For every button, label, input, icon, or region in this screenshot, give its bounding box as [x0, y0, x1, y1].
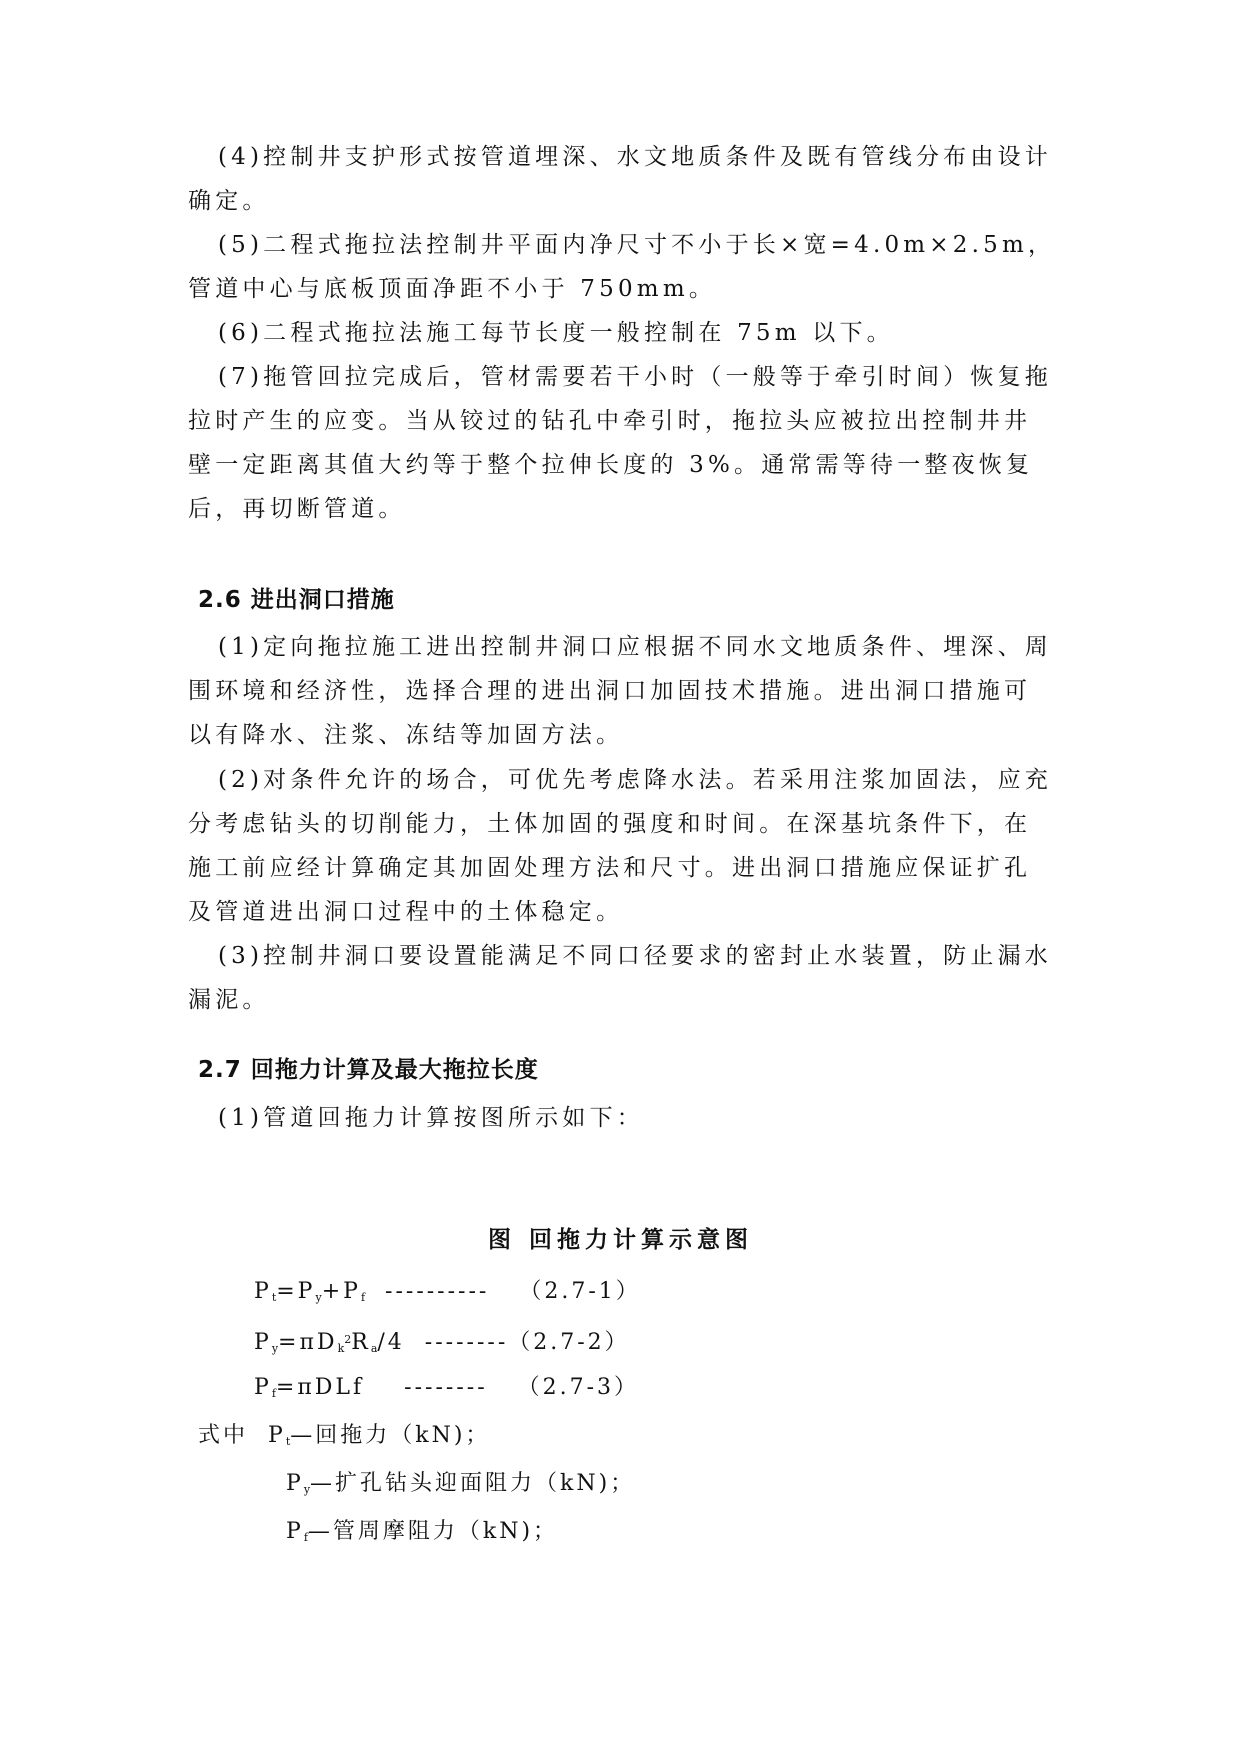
- figure-title: 图 回拖力计算示意图: [487, 1227, 753, 1253]
- equation-number: （2.7-2）: [508, 1330, 630, 1355]
- paragraph-4-text: (4)控制井支护形式按管道埋深、水文地质条件及既有管线分布由设计确定。: [188, 144, 1052, 214]
- section-2-7-paragraph-1: [188, 1096, 1058, 1140]
- equation-2-7-1: $P_t=P_y+P_f$ ---------- （2.7-1）: [254, 1279, 641, 1304]
- paragraph-7-text: (7)拖管回拉完成后，管材需要若干小时（一般等于牵引时间）恢复拖拉时产生的应变。当从铰过的钻孔中牵引时，拖拉头应被拉出控制井井壁一定距离其值大约等于整个拉伸长度的 3%。通常需等待一整夜恢复后，再切断管道。: [188, 364, 1052, 522]
- section-heading-2-6: 2.6 进出洞口措施: [198, 587, 395, 613]
- paragraph-5: [188, 223, 1058, 311]
- where-label: 式中: [198, 1423, 249, 1448]
- section-2-7-paragraph-1-text: (1)管道回拖力计算按图所示如下：: [218, 1105, 644, 1131]
- equation-2-7-3: $P_f=\pi DLf$ -------- （2.7-3）: [254, 1375, 640, 1400]
- paragraph-5-text: (5)二程式拖拉法控制井平面内净尺寸不小于长×宽=4.0m×2.5m，管道中心与底板顶面净距不小于 750mm。: [188, 232, 1056, 302]
- paragraph-6-text: (6)二程式拖拉法施工每节长度一般控制在 75m 以下。: [218, 320, 894, 346]
- definition-pt: 式中 $P_t—$回拖力（kN)；: [198, 1423, 491, 1448]
- paragraph-4: [188, 135, 1058, 223]
- definition-py: $P_y—$扩孔钻头迎面阻力（kN)；: [286, 1471, 636, 1496]
- section-heading-2-7: 2.7 回拖力计算及最大拖拉长度: [198, 1057, 539, 1083]
- equation-2-7-2: $P_y=\pi D_k^2R_a/4$ --------（2.7-2）: [254, 1330, 630, 1355]
- definition-pf: $P_f—$管周摩阻力（kN)；: [286, 1519, 559, 1544]
- equation-number: （2.7-1）: [519, 1279, 641, 1304]
- section-2-6-paragraph-3-text: (3)控制井洞口要设置能满足不同口径要求的密封止水装置，防止漏水漏泥。: [188, 943, 1052, 1013]
- paragraph-6: [188, 311, 1058, 355]
- section-2-6-paragraph-2: [188, 758, 1058, 934]
- section-2-6-paragraph-3: [188, 934, 1058, 1022]
- section-2-6-paragraph-1: [188, 625, 1058, 757]
- equation-number: （2.7-3）: [517, 1375, 640, 1400]
- section-2-6-paragraph-2-text: (2)对条件允许的场合，可优先考虑降水法。若采用注浆加固法，应充分考虑钻头的切削能力，土体加固的强度和时间。在深基坑条件下，在施工前应经计算确定其加固处理方法和尺寸。进出洞口措施应保证扩孔及管道进出洞口过程中的土体稳定。: [188, 767, 1052, 925]
- paragraph-7: [188, 355, 1058, 531]
- section-2-6-paragraph-1-text: (1)定向拖拉施工进出控制井洞口应根据不同水文地质条件、埋深、周围环境和经济性，选择合理的进出洞口加固技术措施。进出洞口措施可以有降水、注浆、冻结等加固方法。: [188, 634, 1052, 748]
